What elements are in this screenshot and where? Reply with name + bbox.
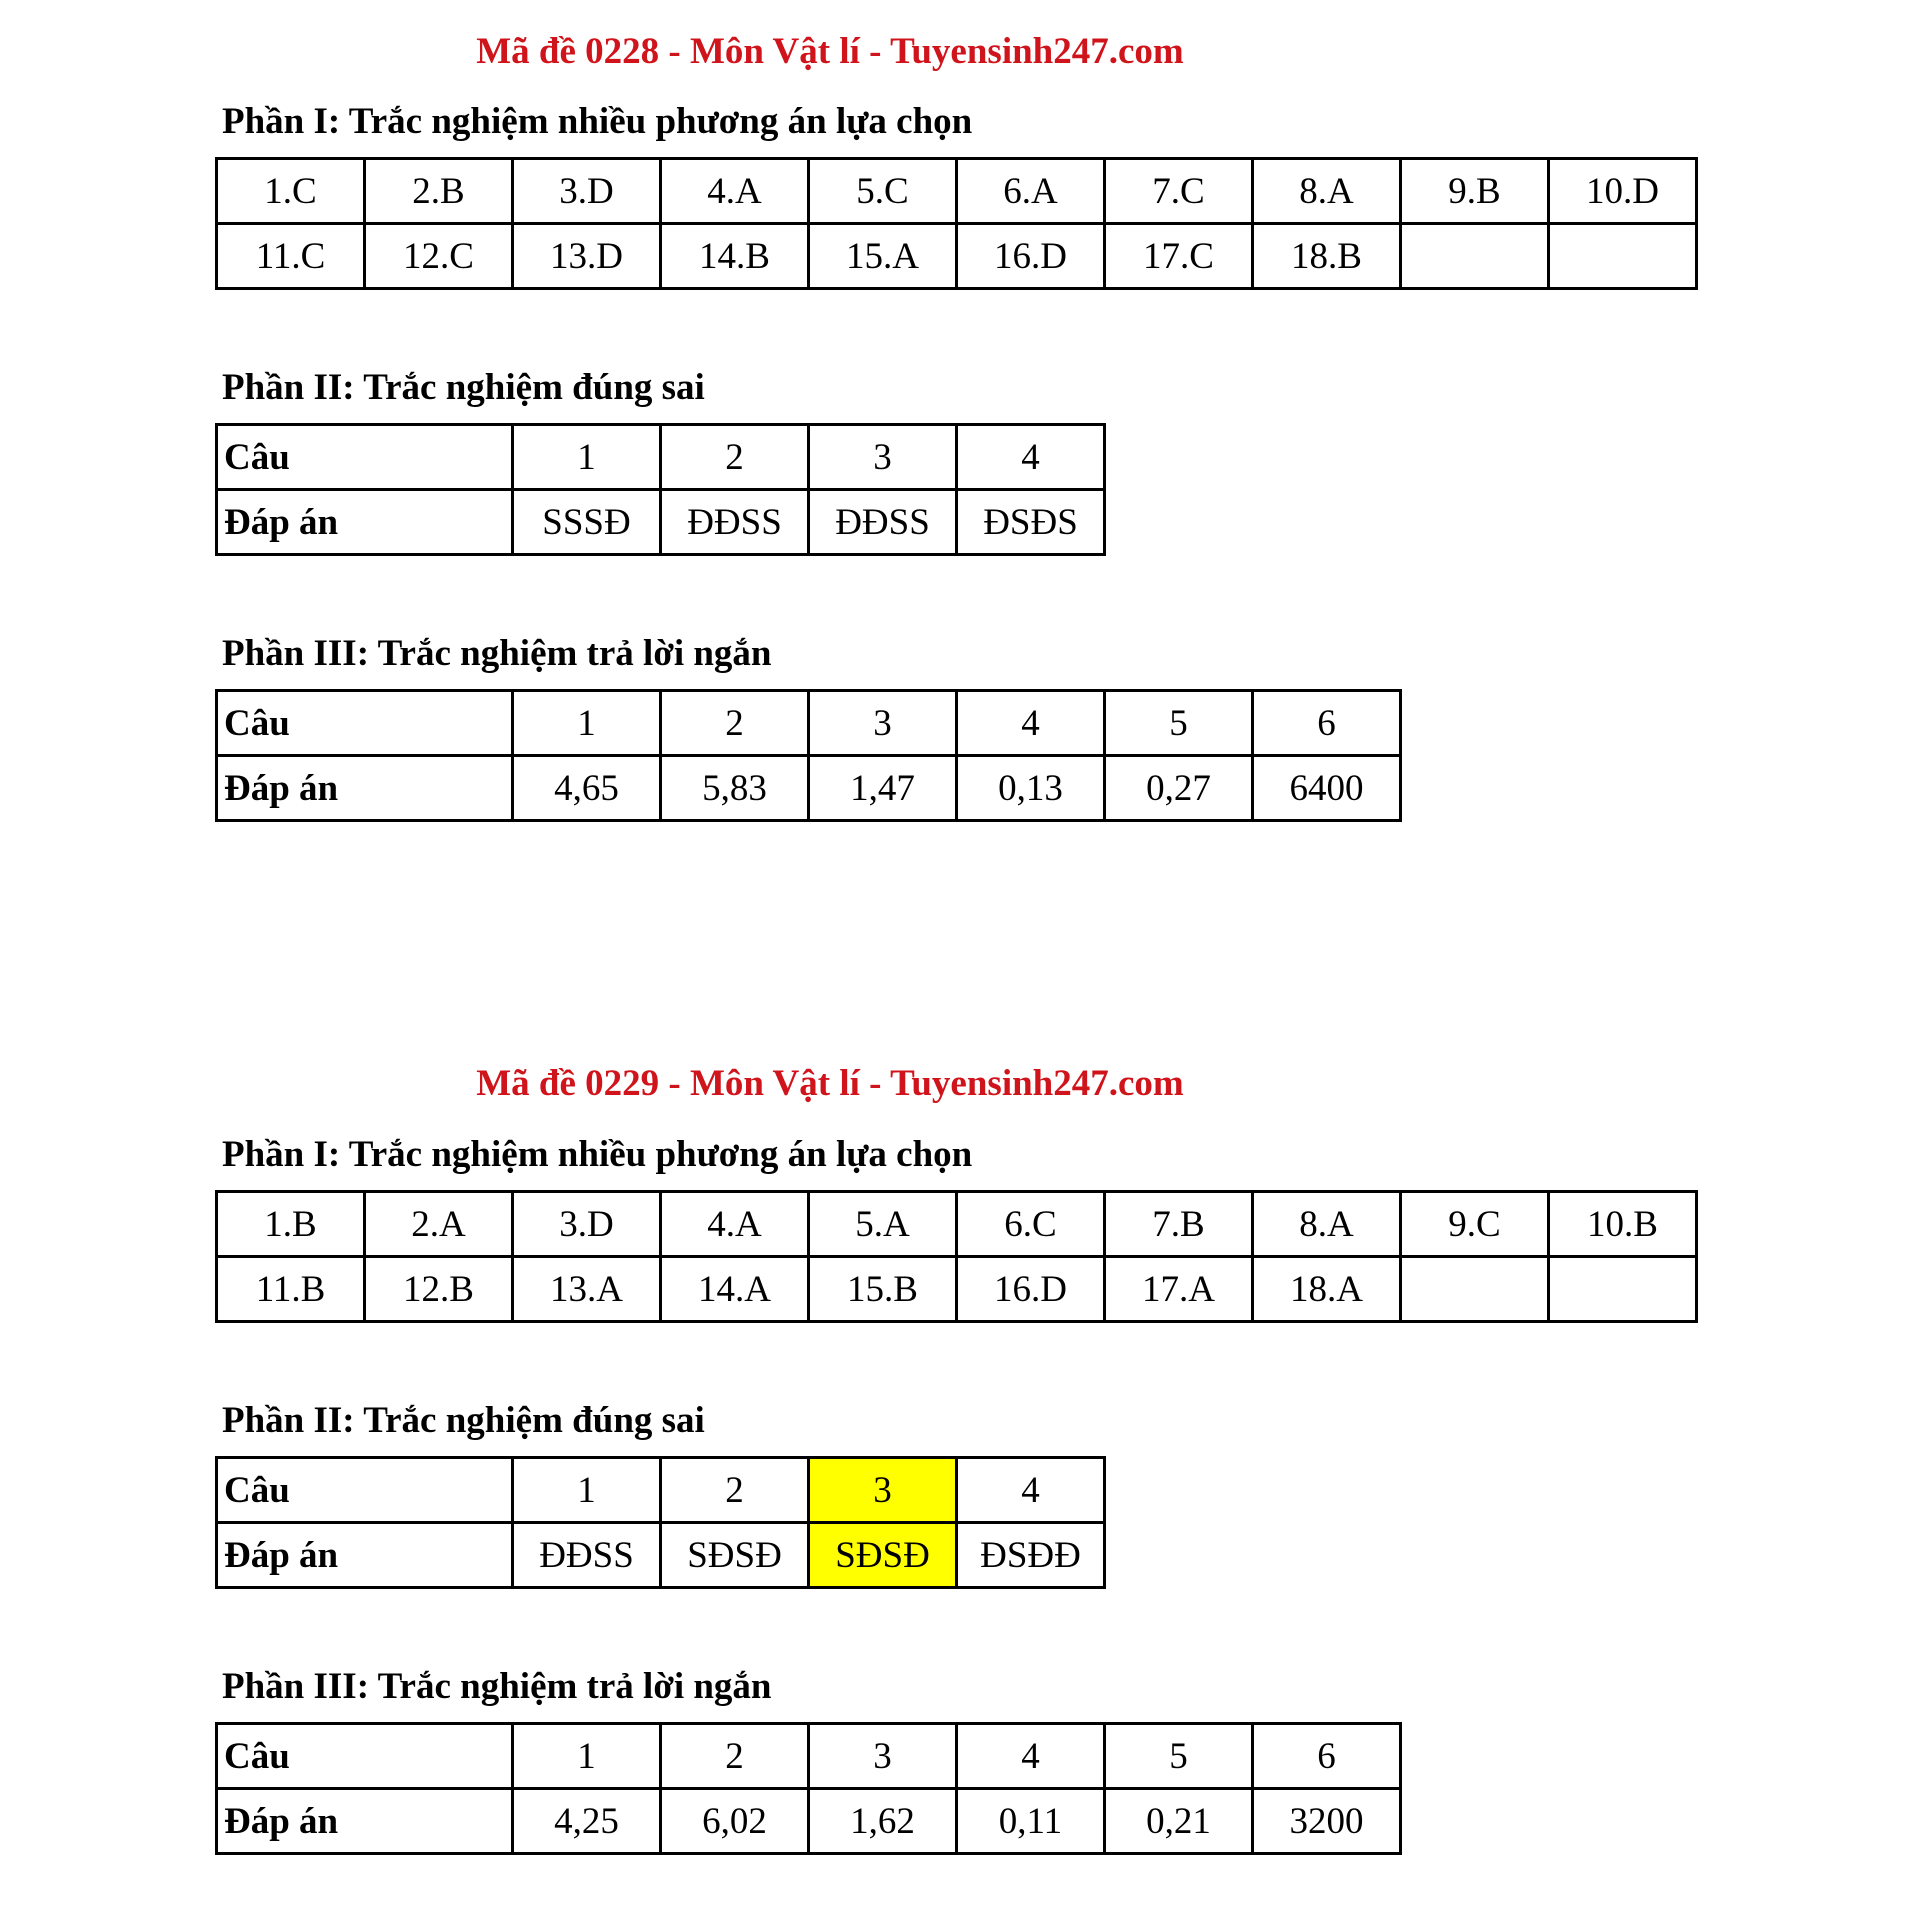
part1-answer-table xyxy=(215,1190,1698,1323)
part3-answer-table xyxy=(215,689,1402,822)
answer-row-label: Đáp án xyxy=(217,756,513,821)
exam-title: Mã đề 0229 - Môn Vật lí - Tuyensinh247.com xyxy=(476,1063,1184,1104)
part2-answer-table xyxy=(215,1456,1106,1589)
table-row xyxy=(217,1724,1401,1789)
answer-cell: 0,11 xyxy=(957,1789,1105,1854)
answer-cell: 6.C xyxy=(957,1192,1105,1257)
answer-cell: ĐSĐS xyxy=(957,490,1105,555)
answer-cell: 10.B xyxy=(1549,1192,1697,1257)
answer-cell: 7.C xyxy=(1105,159,1253,224)
answer-cell: 10.D xyxy=(1549,159,1697,224)
answer-cell: 18.A xyxy=(1253,1257,1401,1322)
answer-cell: 18.B xyxy=(1253,224,1401,289)
answer-cell: ĐĐSS xyxy=(809,490,957,555)
answer-cell: 5,83 xyxy=(661,756,809,821)
question-number-cell: 1 xyxy=(513,691,661,756)
answer-cell: 3.D xyxy=(513,159,661,224)
answer-cell: 11.C xyxy=(217,224,365,289)
answer-cell: 6400 xyxy=(1253,756,1401,821)
answer-cell: 2.B xyxy=(365,159,513,224)
question-number-cell: 3 xyxy=(809,1724,957,1789)
table-row xyxy=(217,1789,1401,1854)
question-row-label: Câu xyxy=(217,1458,513,1523)
answer-cell: 0,27 xyxy=(1105,756,1253,821)
table-row xyxy=(217,159,1697,224)
question-row-label: Câu xyxy=(217,425,513,490)
answer-cell xyxy=(1401,224,1549,289)
part1-answer-table xyxy=(215,157,1698,290)
question-number-cell: 3 xyxy=(809,425,957,490)
answer-cell: 5.A xyxy=(809,1192,957,1257)
table-row xyxy=(217,1523,1105,1588)
answer-cell: 14.B xyxy=(661,224,809,289)
answer-cell: 8.A xyxy=(1253,1192,1401,1257)
answer-cell: 17.C xyxy=(1105,224,1253,289)
question-number-cell: 5 xyxy=(1105,691,1253,756)
answer-cell: 2.A xyxy=(365,1192,513,1257)
answer-row-label: Đáp án xyxy=(217,1789,513,1854)
answer-cell: 5.C xyxy=(809,159,957,224)
answer-cell: SSSĐ xyxy=(513,490,661,555)
answer-cell: ĐĐSS xyxy=(661,490,809,555)
answer-cell: 9.B xyxy=(1401,159,1549,224)
answer-cell: 4,25 xyxy=(513,1789,661,1854)
answer-cell: 3.D xyxy=(513,1192,661,1257)
answer-cell: 1.C xyxy=(217,159,365,224)
part2-answer-table xyxy=(215,423,1106,556)
question-number-cell: 4 xyxy=(957,1724,1105,1789)
question-number-cell: 2 xyxy=(661,1724,809,1789)
part2-heading: Phần II: Trắc nghiệm đúng sai xyxy=(222,1400,705,1441)
answer-cell: 0,13 xyxy=(957,756,1105,821)
answer-row-label: Đáp án xyxy=(217,1523,513,1588)
answer-cell xyxy=(1549,224,1697,289)
answer-cell: 1.B xyxy=(217,1192,365,1257)
question-number-cell: 1 xyxy=(513,1724,661,1789)
table-row xyxy=(217,490,1105,555)
exam-title: Mã đề 0228 - Môn Vật lí - Tuyensinh247.com xyxy=(476,31,1184,72)
answer-cell: 1,47 xyxy=(809,756,957,821)
answer-cell: 9.C xyxy=(1401,1192,1549,1257)
part3-answer-table xyxy=(215,1722,1402,1855)
answer-cell: 13.D xyxy=(513,224,661,289)
question-number-cell: 2 xyxy=(661,691,809,756)
answer-cell: ĐSĐĐ xyxy=(957,1523,1105,1588)
highlighted-answer-cell: SĐSĐ xyxy=(809,1523,957,1588)
answer-cell: 13.A xyxy=(513,1257,661,1322)
answer-cell: 6.A xyxy=(957,159,1105,224)
answer-cell: 17.A xyxy=(1105,1257,1253,1322)
highlighted-question-number-cell: 3 xyxy=(809,1458,957,1523)
part2-heading: Phần II: Trắc nghiệm đúng sai xyxy=(222,367,705,408)
question-number-cell: 4 xyxy=(957,691,1105,756)
question-number-cell: 6 xyxy=(1253,1724,1401,1789)
answer-cell: 15.B xyxy=(809,1257,957,1322)
question-row-label: Câu xyxy=(217,691,513,756)
answer-cell xyxy=(1401,1257,1549,1322)
table-row xyxy=(217,756,1401,821)
table-row xyxy=(217,224,1697,289)
answer-cell: 6,02 xyxy=(661,1789,809,1854)
table-row xyxy=(217,1192,1697,1257)
answer-cell: 4.A xyxy=(661,159,809,224)
part3-heading: Phần III: Trắc nghiệm trả lời ngắn xyxy=(222,1666,772,1707)
question-row-label: Câu xyxy=(217,1724,513,1789)
answer-cell: 7.B xyxy=(1105,1192,1253,1257)
answer-cell: ĐĐSS xyxy=(513,1523,661,1588)
answer-cell: 16.D xyxy=(957,224,1105,289)
table-row xyxy=(217,1458,1105,1523)
part1-heading: Phần I: Trắc nghiệm nhiều phương án lựa chọn xyxy=(222,101,973,142)
answer-row-label: Đáp án xyxy=(217,490,513,555)
answer-cell: 4.A xyxy=(661,1192,809,1257)
part1-heading: Phần I: Trắc nghiệm nhiều phương án lựa chọn xyxy=(222,1134,973,1175)
question-number-cell: 5 xyxy=(1105,1724,1253,1789)
answer-cell: 14.A xyxy=(661,1257,809,1322)
question-number-cell: 6 xyxy=(1253,691,1401,756)
question-number-cell: 1 xyxy=(513,1458,661,1523)
answer-cell xyxy=(1549,1257,1697,1322)
answer-cell: 4,65 xyxy=(513,756,661,821)
question-number-cell: 4 xyxy=(957,1458,1105,1523)
answer-cell: 0,21 xyxy=(1105,1789,1253,1854)
question-number-cell: 1 xyxy=(513,425,661,490)
answer-cell: 16.D xyxy=(957,1257,1105,1322)
question-number-cell: 4 xyxy=(957,425,1105,490)
part3-heading: Phần III: Trắc nghiệm trả lời ngắn xyxy=(222,633,772,674)
answer-cell: SĐSĐ xyxy=(661,1523,809,1588)
table-row xyxy=(217,425,1105,490)
question-number-cell: 2 xyxy=(661,425,809,490)
question-number-cell: 3 xyxy=(809,691,957,756)
answer-cell: 8.A xyxy=(1253,159,1401,224)
question-number-cell: 2 xyxy=(661,1458,809,1523)
answer-cell: 12.C xyxy=(365,224,513,289)
table-row xyxy=(217,1257,1697,1322)
answer-cell: 12.B xyxy=(365,1257,513,1322)
answer-cell: 15.A xyxy=(809,224,957,289)
answer-cell: 11.B xyxy=(217,1257,365,1322)
table-row xyxy=(217,691,1401,756)
answer-cell: 3200 xyxy=(1253,1789,1401,1854)
answer-cell: 1,62 xyxy=(809,1789,957,1854)
